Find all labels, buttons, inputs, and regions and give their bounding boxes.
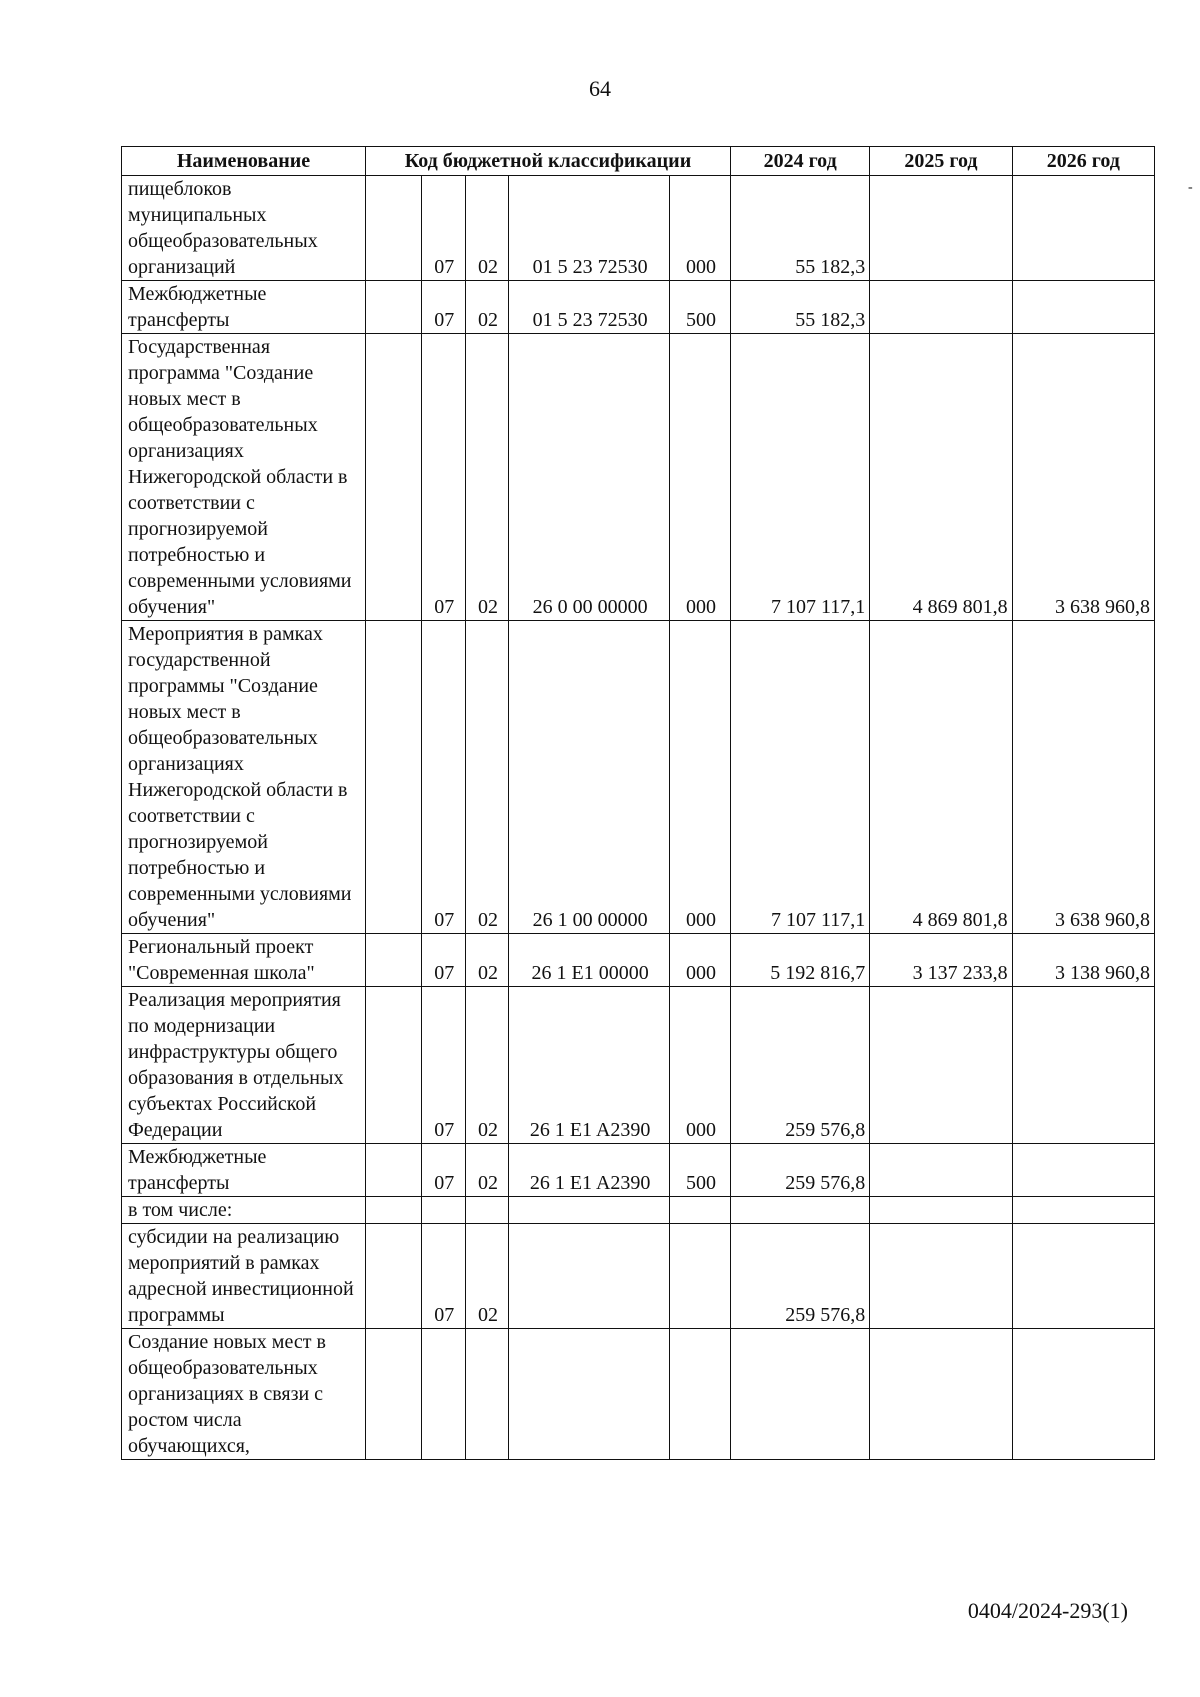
header-name: Наименование (122, 147, 366, 176)
code-expense-type: 000 (669, 934, 730, 987)
row-name: Реализация мероприятия по модернизации инфраструктуры общего образования в отдельных субъектах Российской Федерации (122, 987, 366, 1144)
value-2026: 3 638 960,8 (1012, 621, 1154, 934)
value-2025 (870, 1144, 1012, 1197)
value-2024: 7 107 117,1 (730, 334, 869, 621)
value-2026 (1012, 1197, 1154, 1224)
row-name: в том числе: (122, 1197, 366, 1224)
code-expense-type: 000 (669, 176, 730, 281)
code-subsection (465, 1197, 509, 1224)
table-row (122, 334, 1155, 621)
code-subsection: 02 (465, 621, 509, 934)
scan-edge-mark: - (1188, 180, 1193, 195)
value-2024 (730, 1329, 869, 1460)
table-row (122, 176, 1155, 281)
value-2026: 3 638 960,8 (1012, 334, 1154, 621)
code-target-article: 26 0 00 00000 (509, 334, 670, 621)
code-expense-type: 500 (669, 281, 730, 334)
code-target-article: 01 5 23 72530 (509, 176, 670, 281)
code-subsection (465, 1329, 509, 1460)
code-cell-0 (366, 987, 422, 1144)
code-subsection: 02 (465, 1144, 509, 1197)
value-2024: 7 107 117,1 (730, 621, 869, 934)
row-name: Создание новых мест в общеобразовательных организациях в связи с ростом числа обучающихся, (122, 1329, 366, 1460)
value-2026 (1012, 1329, 1154, 1460)
code-subsection: 02 (465, 176, 509, 281)
row-name: Государственная программа "Создание новых мест в общеобразовательных организациях Нижегородской области в соответствии с прогнозируемой потребностью и современными условиями обучения" (122, 334, 366, 621)
code-target-article: 26 1 E1 A2390 (509, 987, 670, 1144)
value-2025: 4 869 801,8 (870, 334, 1012, 621)
table-row (122, 934, 1155, 987)
code-section: 07 (421, 334, 465, 621)
value-2024: 5 192 816,7 (730, 934, 869, 987)
value-2025 (870, 1329, 1012, 1460)
value-2025 (870, 281, 1012, 334)
code-target-article (509, 1329, 670, 1460)
code-cell-0 (366, 334, 422, 621)
code-expense-type: 000 (669, 334, 730, 621)
code-section: 07 (421, 281, 465, 334)
table-header-row (122, 147, 1155, 176)
table-row (122, 1329, 1155, 1460)
code-section: 07 (421, 176, 465, 281)
row-name: Межбюджетные трансферты (122, 281, 366, 334)
code-target-article (509, 1197, 670, 1224)
value-2026 (1012, 1224, 1154, 1329)
value-2024: 259 576,8 (730, 1224, 869, 1329)
row-name: пищеблоков муниципальных общеобразовательных организаций (122, 176, 366, 281)
header-2024: 2024 год (730, 147, 869, 176)
value-2025 (870, 176, 1012, 281)
value-2024: 259 576,8 (730, 1144, 869, 1197)
value-2026 (1012, 1144, 1154, 1197)
code-section: 07 (421, 934, 465, 987)
code-subsection: 02 (465, 334, 509, 621)
table-row (122, 281, 1155, 334)
code-expense-type: 000 (669, 621, 730, 934)
value-2024: 55 182,3 (730, 281, 869, 334)
code-subsection: 02 (465, 934, 509, 987)
value-2026 (1012, 281, 1154, 334)
code-section (421, 1329, 465, 1460)
page-number: 64 (589, 76, 611, 101)
table-row (122, 1197, 1155, 1224)
code-target-article: 26 1 E1 A2390 (509, 1144, 670, 1197)
code-target-article: 26 1 E1 00000 (509, 934, 670, 987)
value-2024: 55 182,3 (730, 176, 869, 281)
code-cell-0 (366, 1144, 422, 1197)
header-2026: 2026 год (1012, 147, 1154, 176)
value-2026 (1012, 176, 1154, 281)
table-row (122, 621, 1155, 934)
code-cell-0 (366, 1197, 422, 1224)
value-2025 (870, 987, 1012, 1144)
table-row (122, 1144, 1155, 1197)
code-section: 07 (421, 1144, 465, 1197)
value-2026 (1012, 987, 1154, 1144)
code-expense-type (669, 1329, 730, 1460)
code-section: 07 (421, 621, 465, 934)
row-name: Мероприятия в рамках государственной программы "Создание новых мест в общеобразовательных организациях Нижегородской области в соответствии с прогнозируемой потребностью и современными условиями обучения" (122, 621, 366, 934)
code-expense-type: 500 (669, 1144, 730, 1197)
header-2025: 2025 год (870, 147, 1012, 176)
value-2025 (870, 1224, 1012, 1329)
code-section (421, 1197, 465, 1224)
code-cell-0 (366, 1329, 422, 1460)
header-code: Код бюджетной классификации (366, 147, 731, 176)
code-cell-0 (366, 176, 422, 281)
row-name: субсидии на реализацию мероприятий в рамках адресной инвестиционной программы (122, 1224, 366, 1329)
code-target-article: 01 5 23 72530 (509, 281, 670, 334)
table-row (122, 1224, 1155, 1329)
code-section: 07 (421, 987, 465, 1144)
value-2025 (870, 1197, 1012, 1224)
value-2025: 3 137 233,8 (870, 934, 1012, 987)
table-row (122, 987, 1155, 1144)
budget-table (121, 146, 1155, 1460)
code-target-article: 26 1 00 00000 (509, 621, 670, 934)
code-cell-0 (366, 1224, 422, 1329)
code-section: 07 (421, 1224, 465, 1329)
code-cell-0 (366, 621, 422, 934)
value-2024 (730, 1197, 869, 1224)
value-2026: 3 138 960,8 (1012, 934, 1154, 987)
code-subsection: 02 (465, 1224, 509, 1329)
code-expense-type: 000 (669, 987, 730, 1144)
code-subsection: 02 (465, 987, 509, 1144)
code-cell-0 (366, 281, 422, 334)
code-target-article (509, 1224, 670, 1329)
code-cell-0 (366, 934, 422, 987)
row-name: Межбюджетные трансферты (122, 1144, 366, 1197)
code-expense-type (669, 1197, 730, 1224)
code-subsection: 02 (465, 281, 509, 334)
row-name: Региональный проект "Современная школа" (122, 934, 366, 987)
value-2024: 259 576,8 (730, 987, 869, 1144)
code-expense-type (669, 1224, 730, 1329)
document-code: 0404/2024-293(1) (967, 1598, 1128, 1623)
value-2025: 4 869 801,8 (870, 621, 1012, 934)
